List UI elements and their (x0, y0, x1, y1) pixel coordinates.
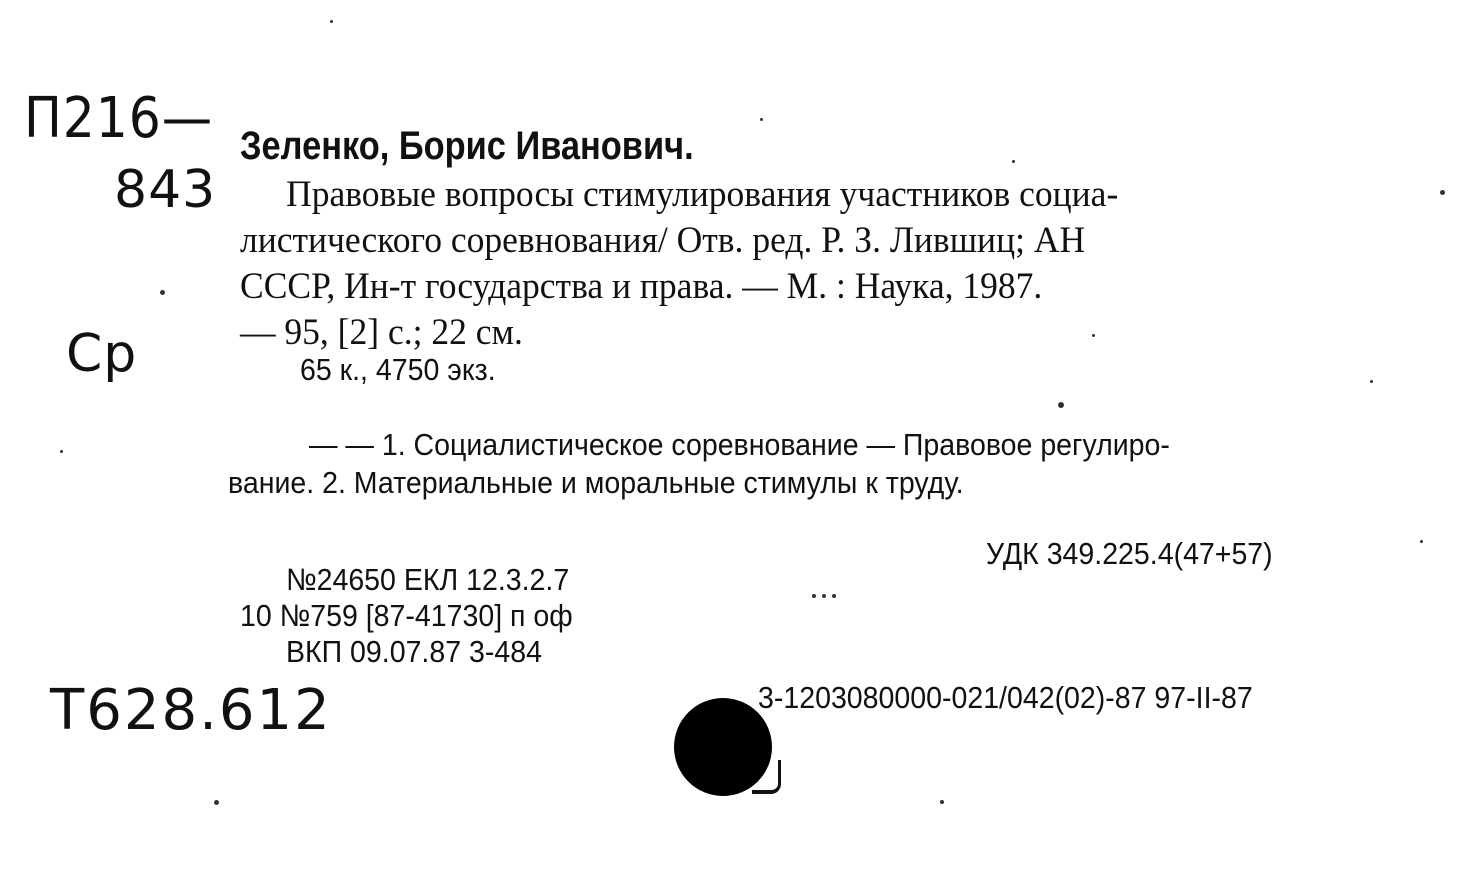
ink-speck (330, 20, 333, 23)
service-line: ВКП 09.07.87 3-484 (286, 634, 542, 669)
ink-speck (1092, 334, 1095, 337)
subject-headings (228, 426, 1295, 502)
ink-speck (822, 594, 826, 598)
handwritten-call-number-2: 843 (114, 160, 217, 220)
service-info (240, 562, 573, 670)
subject-line: — — 1. Социалистическое соревнование — Правовое регулиро- (308, 427, 1170, 462)
ink-speck (760, 118, 763, 121)
ink-speck (160, 290, 165, 295)
author-heading: Зеленко, Борис Иванович. (240, 124, 694, 168)
service-line: 10 №759 [87-41730] п оф (240, 598, 573, 633)
udk-code: УДК 349.225.4(47+57) (986, 536, 1273, 571)
ink-speck (1058, 402, 1064, 408)
price-and-print-run: 65 к., 4750 экз. (300, 352, 496, 387)
title-line: — 95, [2] с.; 22 см. (240, 312, 523, 353)
hole-mark (752, 760, 781, 794)
title-line: листического соревнования/ Отв. ред. Р. З. Лившиц; АН (240, 220, 1086, 261)
ink-speck (1370, 380, 1373, 383)
handwritten-call-number-1: П216— (24, 86, 213, 151)
ink-speck (1420, 540, 1423, 543)
handwritten-mark: Ср (66, 324, 138, 384)
ink-speck (812, 594, 816, 598)
ink-speck (60, 450, 63, 453)
title-line: СССР, Ин-т государства и права. — М. : Наука, 1987. (240, 266, 1043, 307)
subject-line: вание. 2. Материальные и моральные стимулы к труду. (228, 465, 964, 500)
ink-speck (832, 594, 836, 598)
title-line: Правовые вопросы стимулирования участников социа- (286, 174, 1119, 215)
service-line: №24650 ЕКЛ 12.3.2.7 (286, 562, 570, 597)
title-description (240, 172, 1354, 356)
ink-speck (1012, 160, 1015, 163)
isbn-code: 3-1203080000-021/042(02)-87 97-II-87 (758, 680, 1253, 715)
ink-speck (214, 800, 219, 805)
ink-speck (940, 800, 944, 804)
ink-speck (1440, 190, 1445, 195)
handwritten-location-code: Т628.612 (50, 678, 332, 743)
